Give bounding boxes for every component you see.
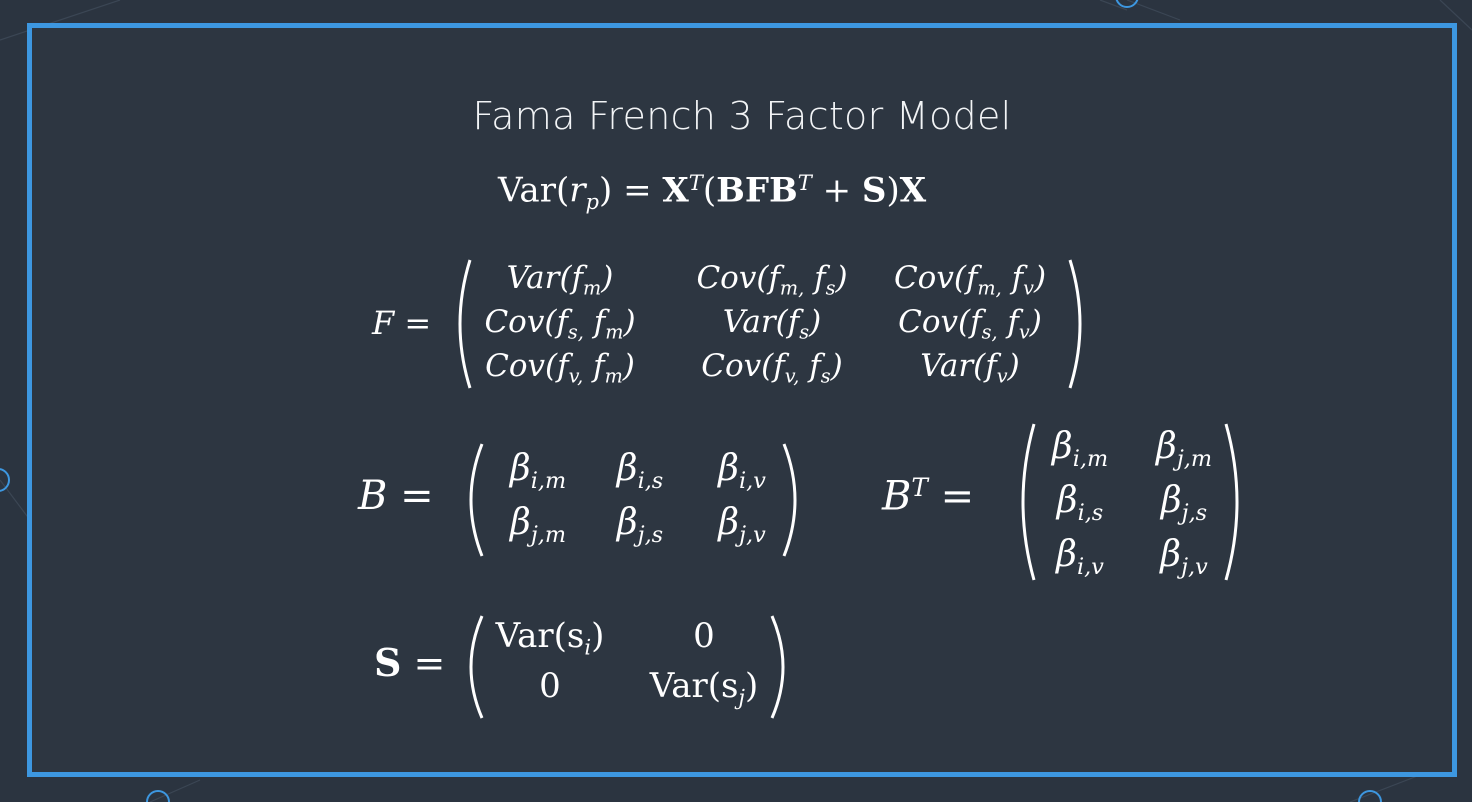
s-symbol: S <box>374 640 402 685</box>
s-label <box>374 640 445 685</box>
equals-sign: = <box>404 304 432 342</box>
f-cell: $Cov(f_{m,}$ $f_s$) <box>696 260 848 300</box>
x-matrix: X <box>662 170 689 211</box>
f-cell: $Var(f_s)$ <box>722 304 822 344</box>
f-cell: $Var(f_m)$ <box>506 260 614 300</box>
bt-cell: $\beta_{i,v}$ <box>1056 534 1104 580</box>
f-cell: $Cov(f_{m,}$ $f_v$) <box>893 260 1047 300</box>
variance-equation <box>498 170 926 214</box>
bt-label <box>882 473 974 520</box>
bt-cell: $\beta_{i,s}$ <box>1056 480 1104 526</box>
b-cell: $\beta_{j,s}$ <box>616 502 664 548</box>
f-cell: $Cov(f_{v,}$ $f_m$) <box>485 348 635 388</box>
equals-sign: = <box>623 170 652 211</box>
b-cell: $\beta_{i,v}$ <box>718 448 766 494</box>
s-cell: 0 <box>539 666 561 706</box>
slide-frame <box>27 23 1457 777</box>
b-matrix <box>460 440 806 560</box>
superscript: T <box>688 170 703 195</box>
f-cell: $Var(f_v)$ <box>920 348 1020 388</box>
b-label <box>358 473 434 519</box>
bt-matrix <box>1012 420 1248 584</box>
b-cell: $\beta_{j,v}$ <box>718 502 766 548</box>
var-function: Var <box>498 170 556 211</box>
network-node-icon <box>1359 791 1381 802</box>
portfolio-return-var: r <box>569 170 586 211</box>
slide-title: Fama French 3 Factor Model <box>472 94 1012 138</box>
b-symbol: B <box>882 473 912 520</box>
bt-cell: $\beta_{j,s}$ <box>1160 480 1208 526</box>
equals-sign: = <box>400 473 434 519</box>
network-node-icon <box>1116 0 1138 7</box>
s-cell: $Var(s_j)$ <box>649 666 759 710</box>
x-matrix: X <box>899 170 927 211</box>
s-cell: $Var(s_i)$ <box>495 616 605 660</box>
paren: ) <box>599 170 613 211</box>
equals-sign: = <box>413 641 446 685</box>
subscript: p <box>585 188 599 214</box>
f-cell: $Cov(f_{s,}$ $f_m$) <box>484 304 636 344</box>
b-symbol: B <box>358 473 388 519</box>
b-cell: $\beta_{i,m}$ <box>509 448 567 494</box>
bfb-term: BFB <box>716 170 798 211</box>
network-node-icon <box>0 469 9 491</box>
s-matrix: S <box>861 170 887 211</box>
s-cell: 0 <box>693 616 715 656</box>
f-matrix <box>450 256 1090 392</box>
bt-cell: $\beta_{j,v}$ <box>1160 534 1208 580</box>
paren: ( <box>555 170 570 211</box>
network-node-icon <box>147 791 169 802</box>
f-cell: $Cov(f_{s,}$ $f_v$) <box>898 304 1042 344</box>
bt-cell: $\beta_{j,m}$ <box>1156 426 1212 472</box>
equals-sign: = <box>940 473 975 520</box>
f-symbol: F <box>372 304 395 342</box>
b-cell: $\beta_{j,m}$ <box>510 502 566 548</box>
paren: ( <box>702 170 717 211</box>
paren: ) <box>886 170 900 211</box>
f-cell: $Cov(f_{v,}$ $f_s$) <box>701 348 843 388</box>
plus-sign: + <box>822 170 852 211</box>
f-label <box>372 304 431 342</box>
b-cell: $\beta_{i,s}$ <box>616 448 664 494</box>
superscript: T <box>911 473 928 502</box>
s-matrix <box>460 612 794 722</box>
bt-cell: $\beta_{i,m}$ <box>1051 426 1109 472</box>
superscript: T <box>797 170 812 195</box>
